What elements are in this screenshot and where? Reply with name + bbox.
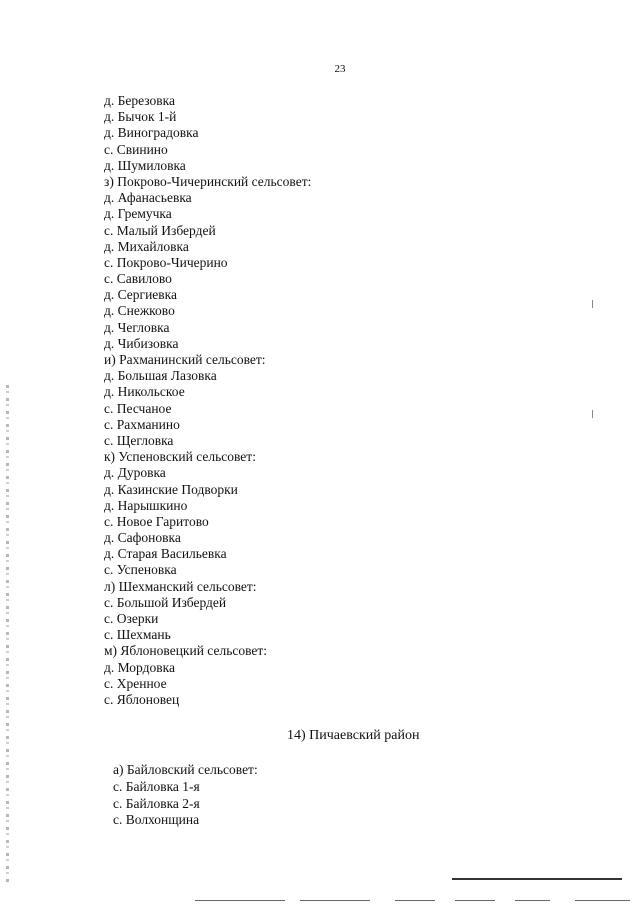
- list-item: с. Покрово-Чичерино: [104, 254, 228, 270]
- list-item: д. Виноградовка: [104, 125, 199, 141]
- list-item: д. Афанасьевка: [104, 190, 192, 206]
- list-item: с. Успеновка: [104, 562, 177, 578]
- list-item: с. Волхонщина: [113, 812, 200, 828]
- district-heading: 14) Пичаевский район: [287, 728, 420, 743]
- list-item: с. Савилово: [104, 271, 172, 287]
- list-item: с. Шехмань: [104, 627, 171, 643]
- list-item: д. Шумиловка: [104, 157, 186, 173]
- list-item: д. Сергиевка: [104, 287, 178, 303]
- list-item: с. Озерки: [104, 611, 159, 626]
- bottom-dash: [300, 900, 370, 901]
- bottom-dash: [395, 900, 435, 901]
- list-item: с. Байловка 1-я: [113, 778, 200, 794]
- list-item: д. Снежково: [104, 303, 175, 319]
- bottom-dash: [515, 900, 550, 901]
- list-item: д. Чегловка: [104, 319, 170, 335]
- list-item: д. Березовка: [104, 93, 175, 108]
- list-item: д. Сафоновка: [104, 530, 181, 546]
- list-item: с. Яблоновец: [104, 691, 180, 707]
- council-heading: а) Байловский сельсовет:: [113, 762, 258, 777]
- list-item: с. Щегловка: [104, 432, 174, 448]
- list-item: д. Старая Васильевка: [104, 546, 227, 562]
- council-heading: м) Яблоновецкий сельсовет:: [104, 643, 268, 659]
- list-item: с. Малый Избердей: [104, 222, 216, 238]
- list-item: д. Большая Лазовка: [104, 368, 217, 384]
- list-item: с. Рахманино: [104, 416, 180, 432]
- list-item: д. Гремучка: [104, 206, 172, 222]
- district-settlement-list: [113, 762, 258, 829]
- list-item: д. Нарышкино: [104, 497, 188, 513]
- list-item: с. Песчаное: [104, 400, 172, 416]
- council-heading: и) Рахманинский сельсовет:: [104, 352, 266, 367]
- council-heading: л) Шехманский сельсовет:: [104, 578, 257, 594]
- list-item: с. Большой Избердей: [104, 594, 227, 610]
- council-heading: з) Покрово-Чичеринский сельсовет:: [104, 173, 312, 189]
- list-item: с. Свинино: [104, 141, 168, 157]
- list-item: д. Бычок 1-й: [104, 109, 177, 125]
- list-item: д. Мордовка: [104, 659, 175, 675]
- bottom-dash: [455, 900, 495, 901]
- list-item: д. Казинские Подворки: [104, 481, 238, 497]
- list-item: с. Хренное: [104, 675, 167, 691]
- list-item: д. Чибизовка: [104, 335, 179, 351]
- list-item: с. Байловка 2-я: [113, 795, 200, 811]
- scan-edge-artifact: [6, 385, 9, 885]
- scan-speck: [592, 410, 593, 418]
- page-number: 23: [334, 63, 346, 75]
- list-item: с. Новое Гаритово: [104, 513, 209, 529]
- bottom-dash: [195, 900, 285, 901]
- bottom-rule: [452, 878, 622, 880]
- list-item: д. Михайловка: [104, 238, 189, 254]
- list-item: д. Дуровка: [104, 465, 166, 481]
- scan-speck: [592, 300, 593, 308]
- bottom-dash: [575, 900, 630, 901]
- council-heading: к) Успеновский сельсовет:: [104, 449, 256, 465]
- list-item: д. Никольское: [104, 384, 185, 400]
- settlement-list: [104, 93, 311, 708]
